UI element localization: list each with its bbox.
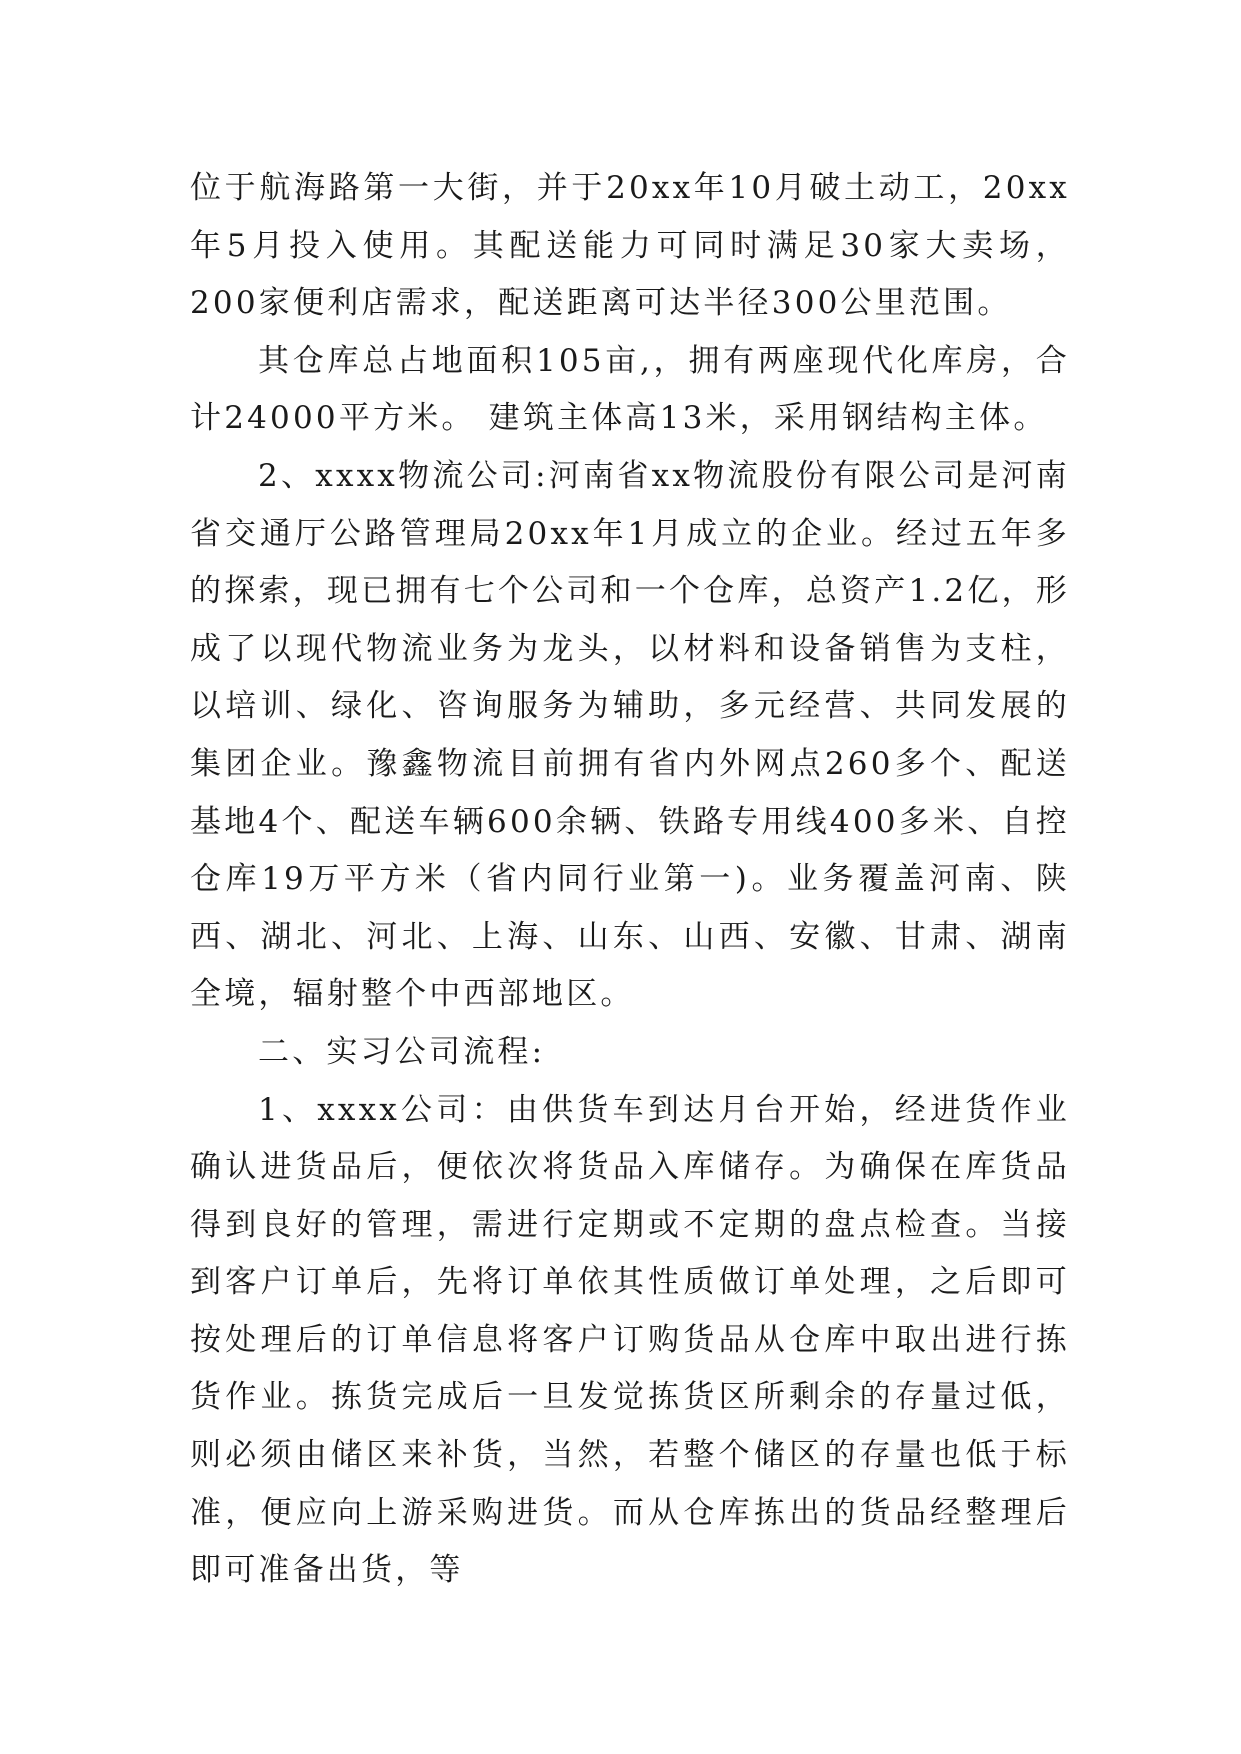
document-body	[190, 160, 1070, 1600]
section-heading-internship-process: 二、实习公司流程:	[258, 1033, 546, 1070]
paragraph-company-process: 1、xxxx公司：由供货车到达月台开始，经进货作业确认进货品后，便依次将货品入库储存。为确保在库货品得到良好的管理，需进行定期或不定期的盘点检查。当接到客户订单后，先将订单依其性质做订单处理，之后即可按处理后的订单信息将客户订购货品从仓库中取出进行拣货作业。拣货完成后一旦发觉拣货区所剩余的存量过低，则必须由储区来补货，当然，若整个储区的存量也低于标准，便应向上游采购进货。而从仓库拣出的货品经整理后即可准备出货，等	[190, 1091, 1070, 1589]
paragraph-warehouse-area: 其仓库总占地面积105亩,，拥有两座现代化库房，合计24000平方米。 建筑主体高13米，采用钢结构主体。	[190, 342, 1070, 437]
paragraph-distribution-center: 位于航海路第一大街，并于20xx年10月破土动工，20xx年5月投入使用。其配送能力可同时满足30家大卖场，200家便利店需求，配送距离可达半径300公里范围。	[190, 170, 1070, 322]
paragraph-logistics-company: 2、xxxx物流公司:河南省xx物流股份有限公司是河南省交通厅公路管理局20xx年1月成立的企业。经过五年多的探索，现已拥有七个公司和一个仓库，总资产1.2亿，形成了以现代物流业务为龙头，以材料和设备销售为支柱，以培训、绿化、咨询服务为辅助，多元经营、共同发展的集团企业。豫鑫物流目前拥有省内外网点260多个、配送基地4个、配送车辆600余辆、铁路专用线400多米、自控仓库19万平方米（省内同行业第一)。业务覆盖河南、陕西、湖北、河北、上海、山东、山西、安徽、甘肃、湖南全境，辐射整个中西部地区。	[190, 457, 1070, 1013]
